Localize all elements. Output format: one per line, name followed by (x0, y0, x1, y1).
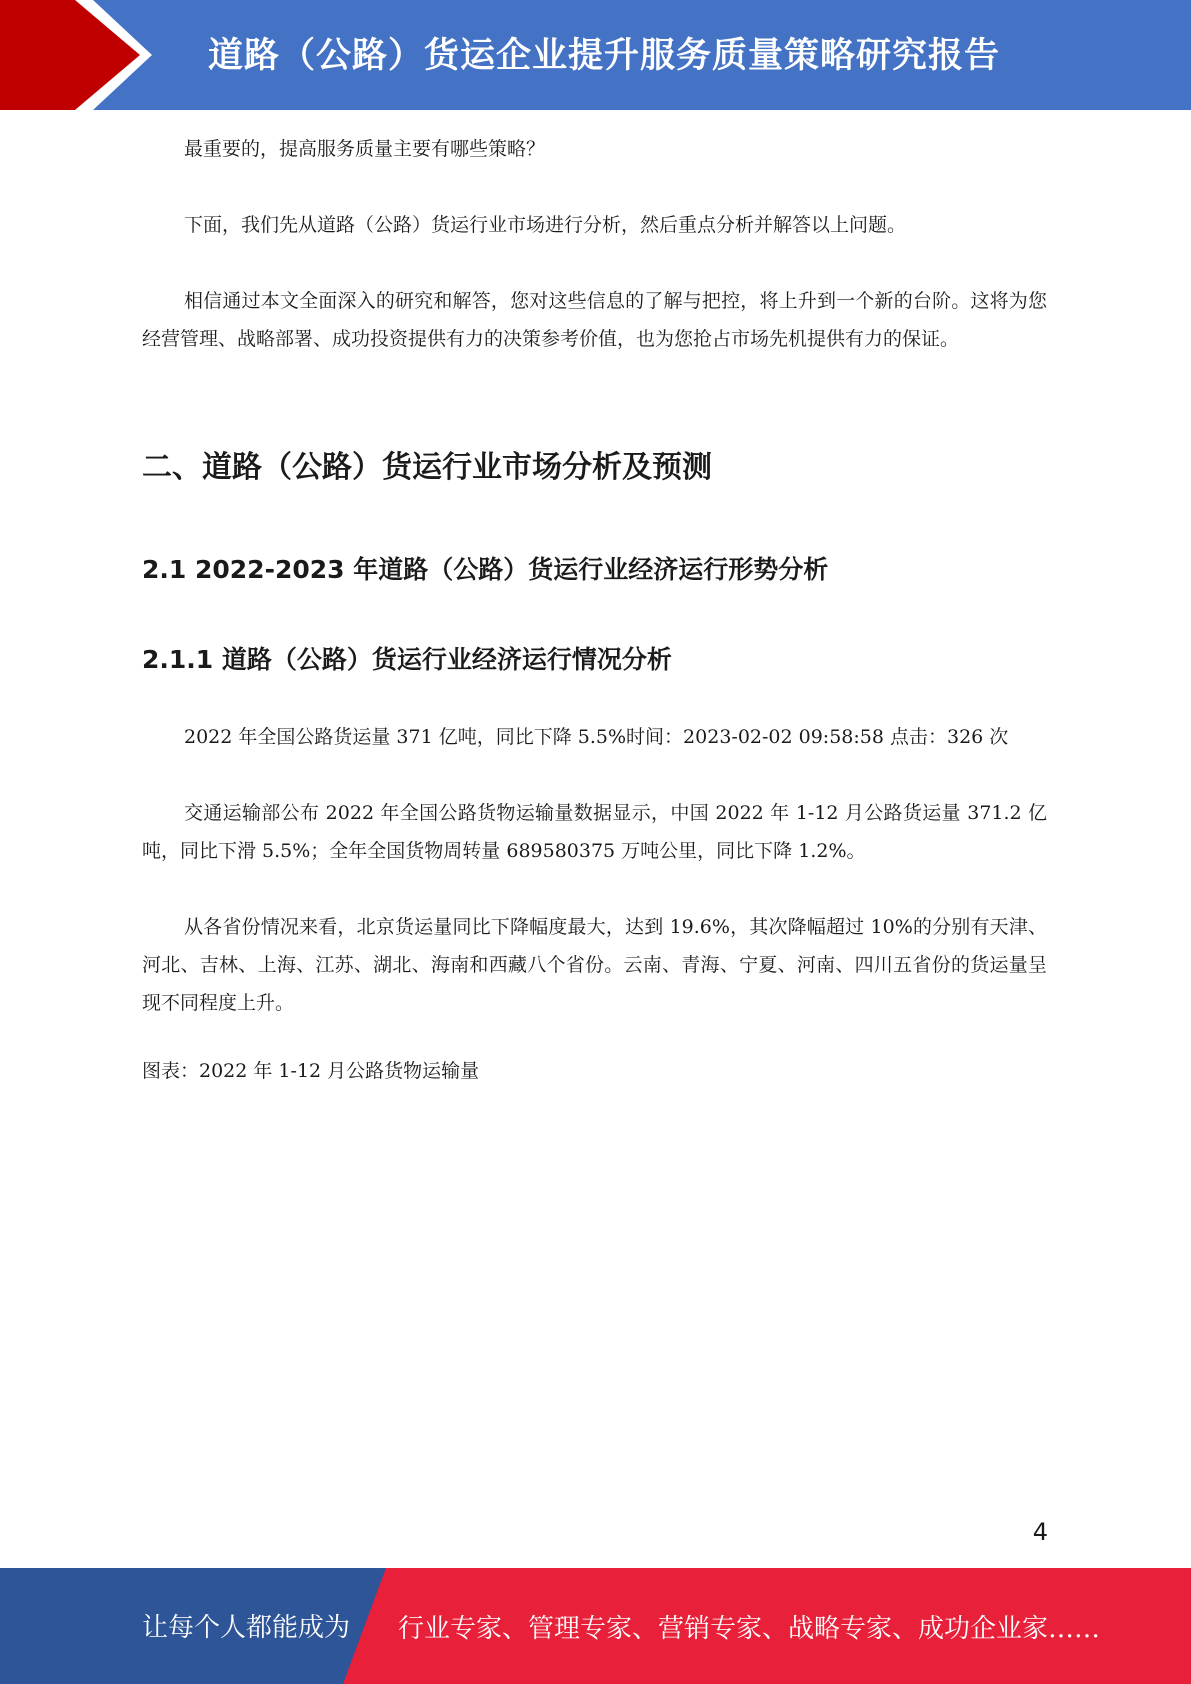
section-heading: 二、道路（公路）货运行业市场分析及预测 (142, 450, 712, 485)
paragraph-freight-data: 交通运输部公布 2022 年全国公路货物运输量数据显示，中国 2022 年 1-12 月公路货运量 371.2 亿吨，同比下滑 5.5%；全年全国货物周转量 689580375 万吨公里，同比下降 1.2%。 (142, 802, 1047, 862)
footer-banner (0, 1568, 1191, 1684)
paragraph-news-headline: 2022 年全国公路货运量 371 亿吨，同比下降 5.5%时间：2023-02-02 09:58:58 点击：326 次 (184, 726, 1009, 748)
subsubsection-heading: 2.1.1 道路（公路）货运行业经济运行情况分析 (142, 645, 672, 674)
paragraph-strategies-question: 最重要的，提高服务质量主要有哪些策略？ (184, 138, 546, 160)
header-red-chevron-decoration (0, 0, 140, 110)
page-number: 4 (1032, 1518, 1048, 1546)
paragraph-value-statement: 相信通过本文全面深入的研究和解答，您对这些信息的了解与把控，将上升到一个新的台阶。这将为您经营管理、战略部署、成功投资提供有力的决策参考价值，也为您抢占市场先机提供有力的保证。 (142, 290, 1047, 350)
subsection-heading: 2.1 2022-2023 年道路（公路）货运行业经济运行形势分析 (142, 555, 829, 584)
paragraph-province-analysis: 从各省份情况来看，北京货运量同比下降幅度最大，达到 19.6%，其次降幅超过 10%的分别有天津、河北、吉林、上海、江苏、湖北、海南和西藏八个省份。云南、青海、宁夏、河南、四川五省份的货运量呈现不同程度上升。 (142, 916, 1047, 1014)
footer-slogan-left: 让每个人都能成为 (142, 1613, 351, 1643)
paragraph-analysis-intro: 下面，我们先从道路（公路）货运行业市场进行分析，然后重点分析并解答以上问题。 (184, 214, 907, 236)
header-banner (0, 0, 1191, 110)
report-title: 道路（公路）货运企业提升服务质量策略研究报告 (208, 36, 1001, 76)
footer-slogan-right: 行业专家、管理专家、营销专家、战略专家、成功企业家…… (398, 1614, 1101, 1644)
figure-caption: 图表：2022 年 1-12 月公路货物运输量 (142, 1060, 480, 1082)
